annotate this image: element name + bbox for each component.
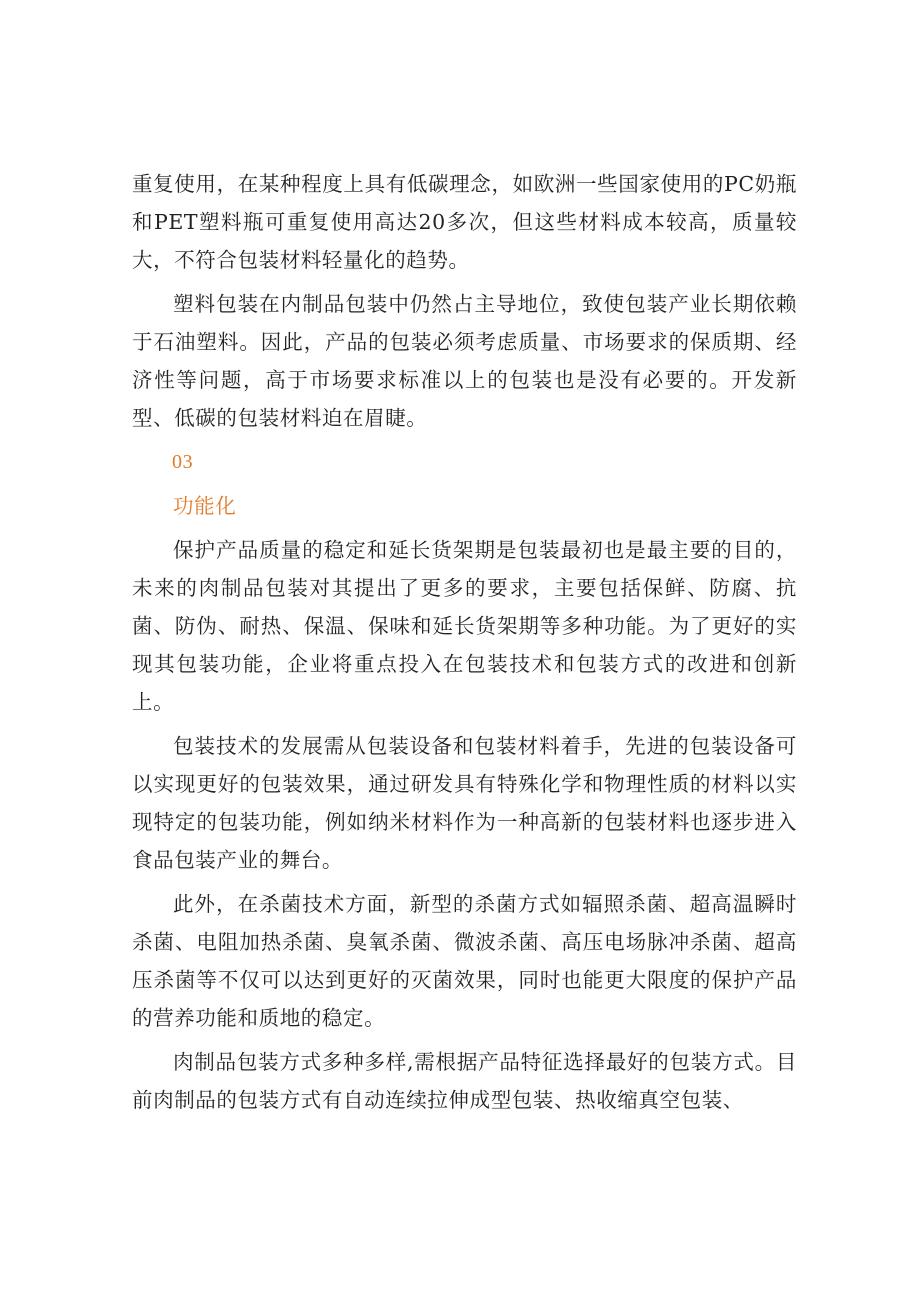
paragraph-6: 肉制品包装方式多种多样,需根据产品特征选择最好的包装方式。目前肉制品的包装方式有自动连续拉伸成型包装、热收缩真空包装、: [132, 1050, 797, 1112]
paragraph-4: 包装技术的发展需从包装设备和包装材料着手，先进的包装设备可以实现更好的包装效果，通过研发具有特殊化学和物理性质的材料以实现特定的包装功能，例如纳米材料作为一种高新的包装材料也逐步进入食品包装产业的舞台。: [132, 734, 797, 872]
paragraph-2: 塑料包装在内制品包装中仍然占主导地位，致使包装产业长期依赖于石油塑料。因此，产品的包装必须考虑质量、市场要求的保质期、经济性等问题，高于市场要求标准以上的包装也是没有必要的。开发新型、低碳的包装材料迫在眉睫。: [132, 292, 797, 430]
document-body: [132, 165, 797, 1119]
paragraph-5: 此外，在杀菌技术方面，新型的杀菌方式如辐照杀菌、超高温瞬时杀菌、电阻加热杀菌、臭氧杀菌、微波杀菌、高压电场脉冲杀菌、超高压杀菌等不仅可以达到更好的灭菌效果，同时也能更大限度的保护产品的营养功能和质地的稳定。: [132, 892, 797, 1030]
paragraph-1: 重复使用，在某种程度上具有低碳理念，如欧洲一些国家使用的PC奶瓶和PET塑料瓶可重复使用高达20多次，但这些材料成本较高，质量较大，不符合包装材料轻量化的趋势。: [132, 172, 797, 272]
paragraph-3: 保护产品质量的稳定和延长货架期是包装最初也是最主要的目的，未来的肉制品包装对其提出了更多的要求，主要包括保鲜、防腐、抗菌、防伪、耐热、保温、保味和延长货架期等多种功能。为了更好的实现其包装功能，企业将重点投入在包装技术和包装方式的改进和创新上。: [132, 538, 797, 714]
section-title: 功能化: [173, 494, 237, 518]
section-number: 03: [172, 451, 194, 473]
